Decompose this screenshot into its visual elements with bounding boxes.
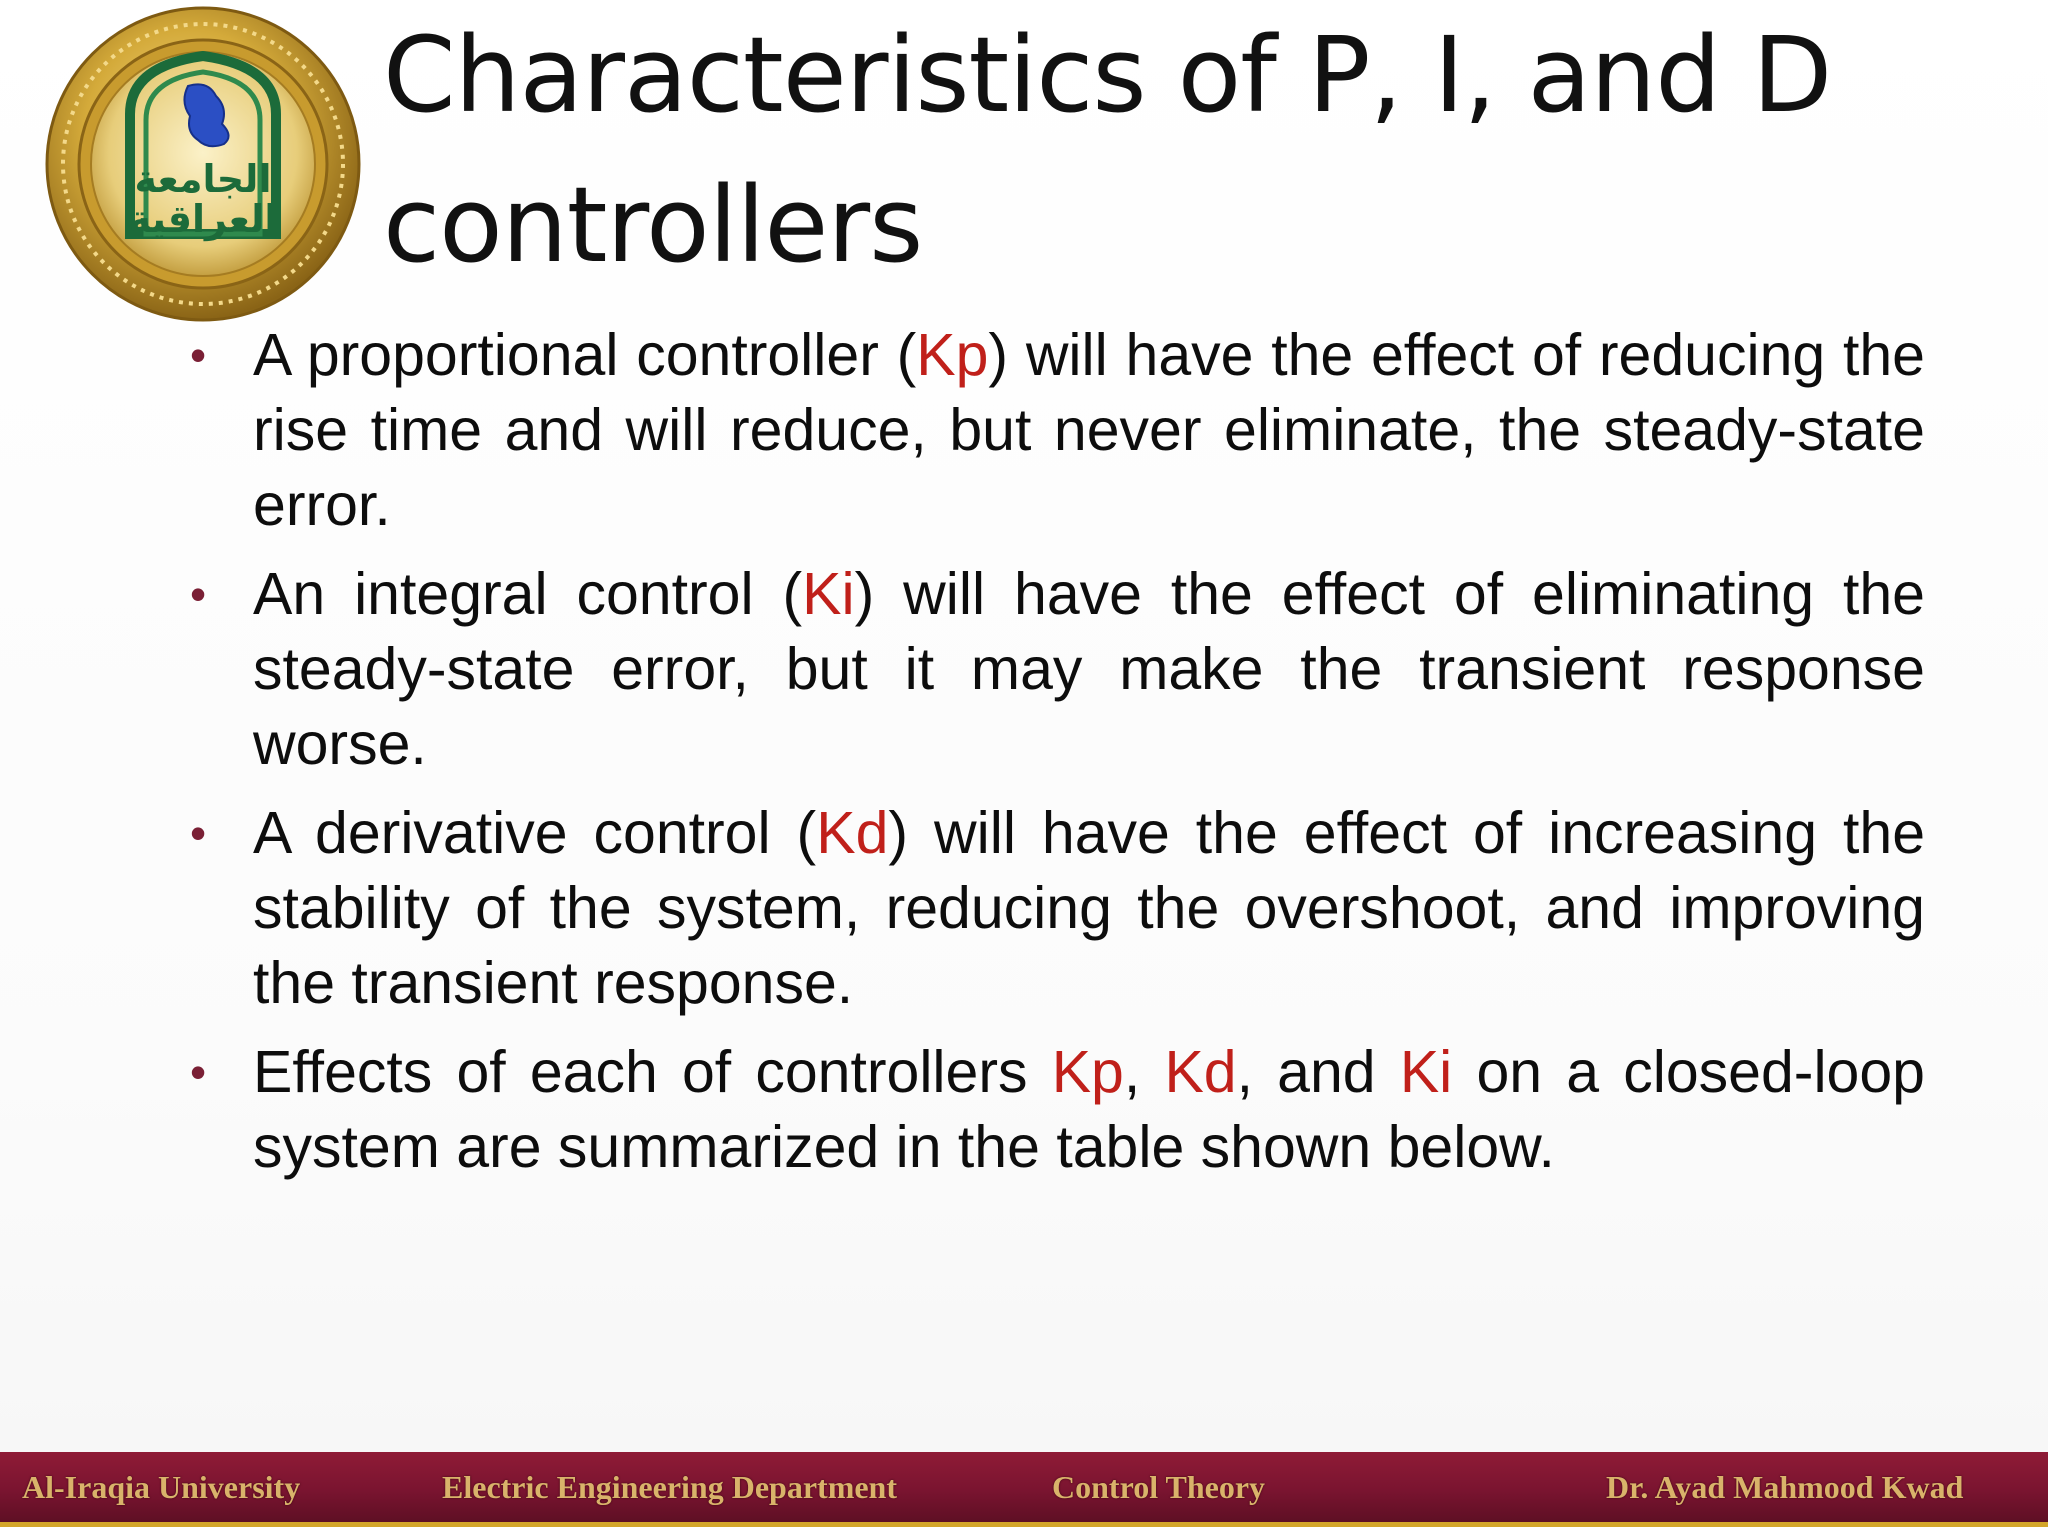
bullet-list: [190, 318, 1925, 1199]
bullet-item-kd: [190, 796, 1925, 1021]
bullet-icon: •: [190, 329, 207, 381]
slide-title: Characteristics of P, I, and D controllers: [383, 14, 1832, 286]
bullet-item-kp: [190, 318, 1925, 543]
footer-university: Al-Iraqia University: [22, 1469, 301, 1505]
bullet-text: , and: [1236, 1039, 1400, 1105]
term-ki: Ki: [802, 561, 855, 627]
bullet-text: ) will have the effect of reducing the rise time and will reduce, but never eliminate, the steady-state error.: [253, 322, 1925, 538]
term-ki: Ki: [1399, 1039, 1453, 1105]
footer: [0, 1452, 2048, 1537]
term-kp: Kp: [1051, 1039, 1124, 1105]
term-kp: Kp: [916, 322, 989, 388]
footer-course: Control Theory: [1052, 1469, 1266, 1505]
bullet-icon: •: [190, 568, 207, 620]
term-kd: Kd: [816, 800, 889, 866]
bullet-item-ki: [190, 557, 1925, 782]
bullet-text: An integral control (: [253, 561, 803, 627]
bullet-text: ) will have the effect of eliminating the steady-state error, but it may make the transient response worse.: [253, 561, 1925, 777]
bullet-text: A derivative control (: [253, 800, 817, 866]
bullet-item-summary: [190, 1035, 1925, 1185]
logo-text-line1: الجامعة: [134, 157, 272, 201]
bullet-text: on a closed-loop system are summarized in the table shown below.: [253, 1039, 1925, 1180]
bullet-text: A proportional controller (: [253, 322, 917, 388]
bullet-icon: •: [190, 1046, 207, 1098]
footer-department: Electric Engineering Department: [442, 1469, 897, 1505]
bullet-text: ,: [1123, 1039, 1165, 1105]
university-logo: [38, 4, 368, 322]
bullet-text: ) will have the effect of increasing the stability of the system, reducing the overshoot, and improving the transient response.: [253, 800, 1926, 1016]
bullet-icon: •: [190, 807, 207, 859]
bullet-text: Effects of each of controllers: [253, 1039, 1052, 1105]
footer-author: Dr. Ayad Mahmood Kwad: [1606, 1469, 1964, 1505]
term-kd: Kd: [1164, 1039, 1237, 1105]
footer-band: [0, 1452, 2048, 1527]
logo-text-line2: العراقية: [128, 197, 278, 241]
